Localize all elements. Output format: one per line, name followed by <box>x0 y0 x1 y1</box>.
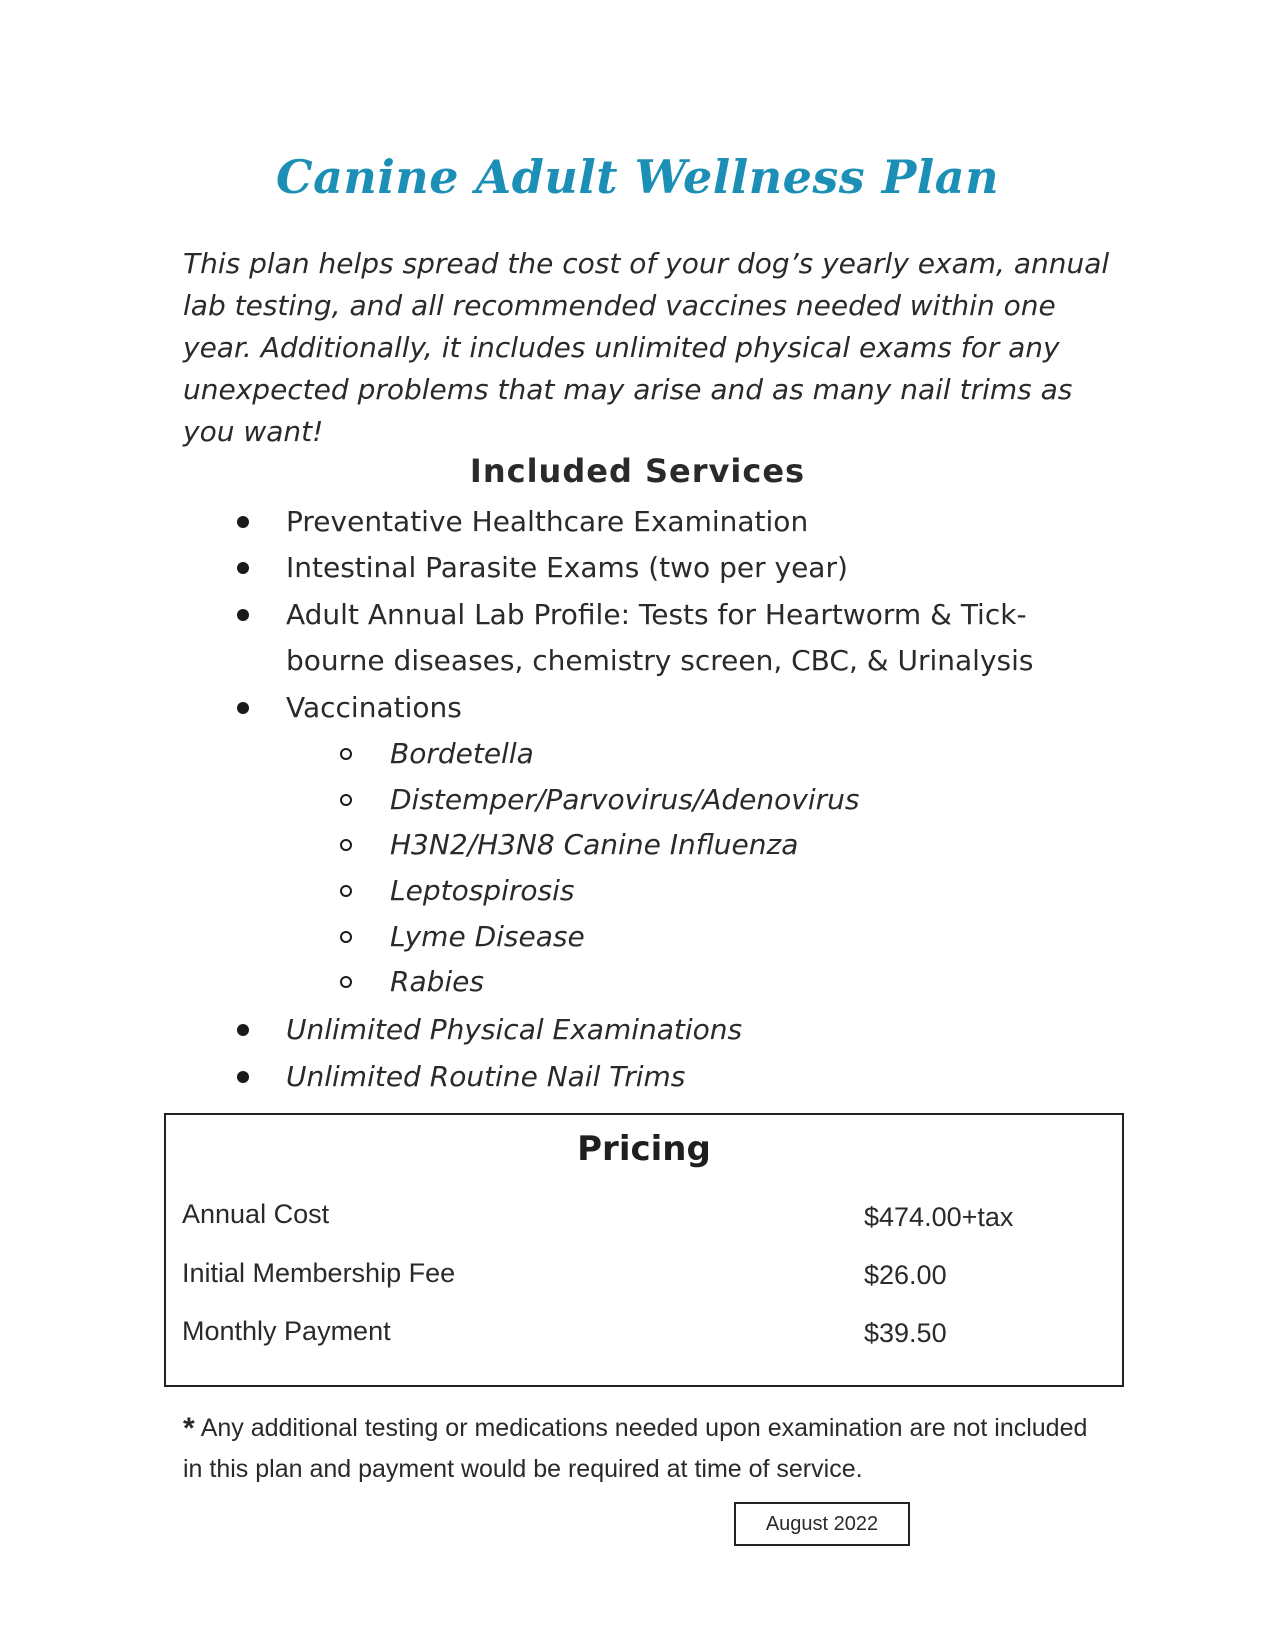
bullet-icon <box>237 516 249 528</box>
vaccine-item: Leptospirosis <box>390 874 575 907</box>
date-stamp: August 2022 <box>734 1502 910 1546</box>
pricing-title: Pricing <box>577 1129 711 1169</box>
sub-bullet-icon <box>340 931 352 943</box>
sub-bullet-icon <box>340 839 352 851</box>
service-item: Unlimited Physical Examinations <box>286 1013 743 1046</box>
price-value: $474.00+tax <box>864 1202 1014 1232</box>
sub-bullet-icon <box>340 885 352 897</box>
bullet-icon <box>237 562 249 574</box>
included-services-heading: Included Services <box>469 452 806 490</box>
service-item: Preventative Healthcare Examination <box>286 505 809 538</box>
vaccine-item: Lyme Disease <box>390 920 585 953</box>
price-label: Annual Cost <box>182 1199 330 1229</box>
bullet-icon <box>237 1071 249 1083</box>
vaccine-item: Rabies <box>390 965 484 998</box>
sub-bullet-icon <box>340 976 352 988</box>
service-item-vaccinations: Vaccinations <box>286 691 462 724</box>
bullet-icon <box>237 702 249 714</box>
footnote <box>183 1408 1113 1490</box>
bullet-icon <box>237 1024 249 1036</box>
vaccine-item: H3N2/H3N8 Canine Influenza <box>390 828 799 861</box>
service-item: Unlimited Routine Nail Trims <box>286 1060 686 1093</box>
page-title: Canine Adult Wellness Plan <box>275 150 1000 204</box>
price-label: Initial Membership Fee <box>182 1258 456 1288</box>
footnote-text: Any additional testing or medications needed upon examination are not included in this plan and payment would be required at time of service. <box>183 1414 1088 1483</box>
vaccine-item: Bordetella <box>390 737 534 770</box>
bullet-icon <box>237 609 249 621</box>
price-value: $39.50 <box>864 1318 947 1348</box>
service-item: Adult Annual Lab Profile: Tests for Heartworm & Tick- <box>286 598 1027 631</box>
pricing-box <box>164 1113 1124 1387</box>
price-value: $26.00 <box>864 1260 947 1290</box>
service-item: Intestinal Parasite Exams (two per year) <box>286 551 848 584</box>
intro-paragraph: This plan helps spread the cost of your dog’s yearly exam, annual lab testing, and all recommended vaccines needed within one year. Additionally, it includes unlimited physical exams for any unexpected problems that may arise and as many nail trims as you want! <box>183 247 1110 448</box>
sub-bullet-icon <box>340 748 352 760</box>
sub-bullet-icon <box>340 794 352 806</box>
price-label: Monthly Payment <box>182 1316 391 1346</box>
service-item-continuation: bourne diseases, chemistry screen, CBC, & Urinalysis <box>286 644 1034 677</box>
vaccine-item: Distemper/Parvovirus/Adenovirus <box>390 783 860 816</box>
asterisk-marker: * <box>183 1412 195 1445</box>
